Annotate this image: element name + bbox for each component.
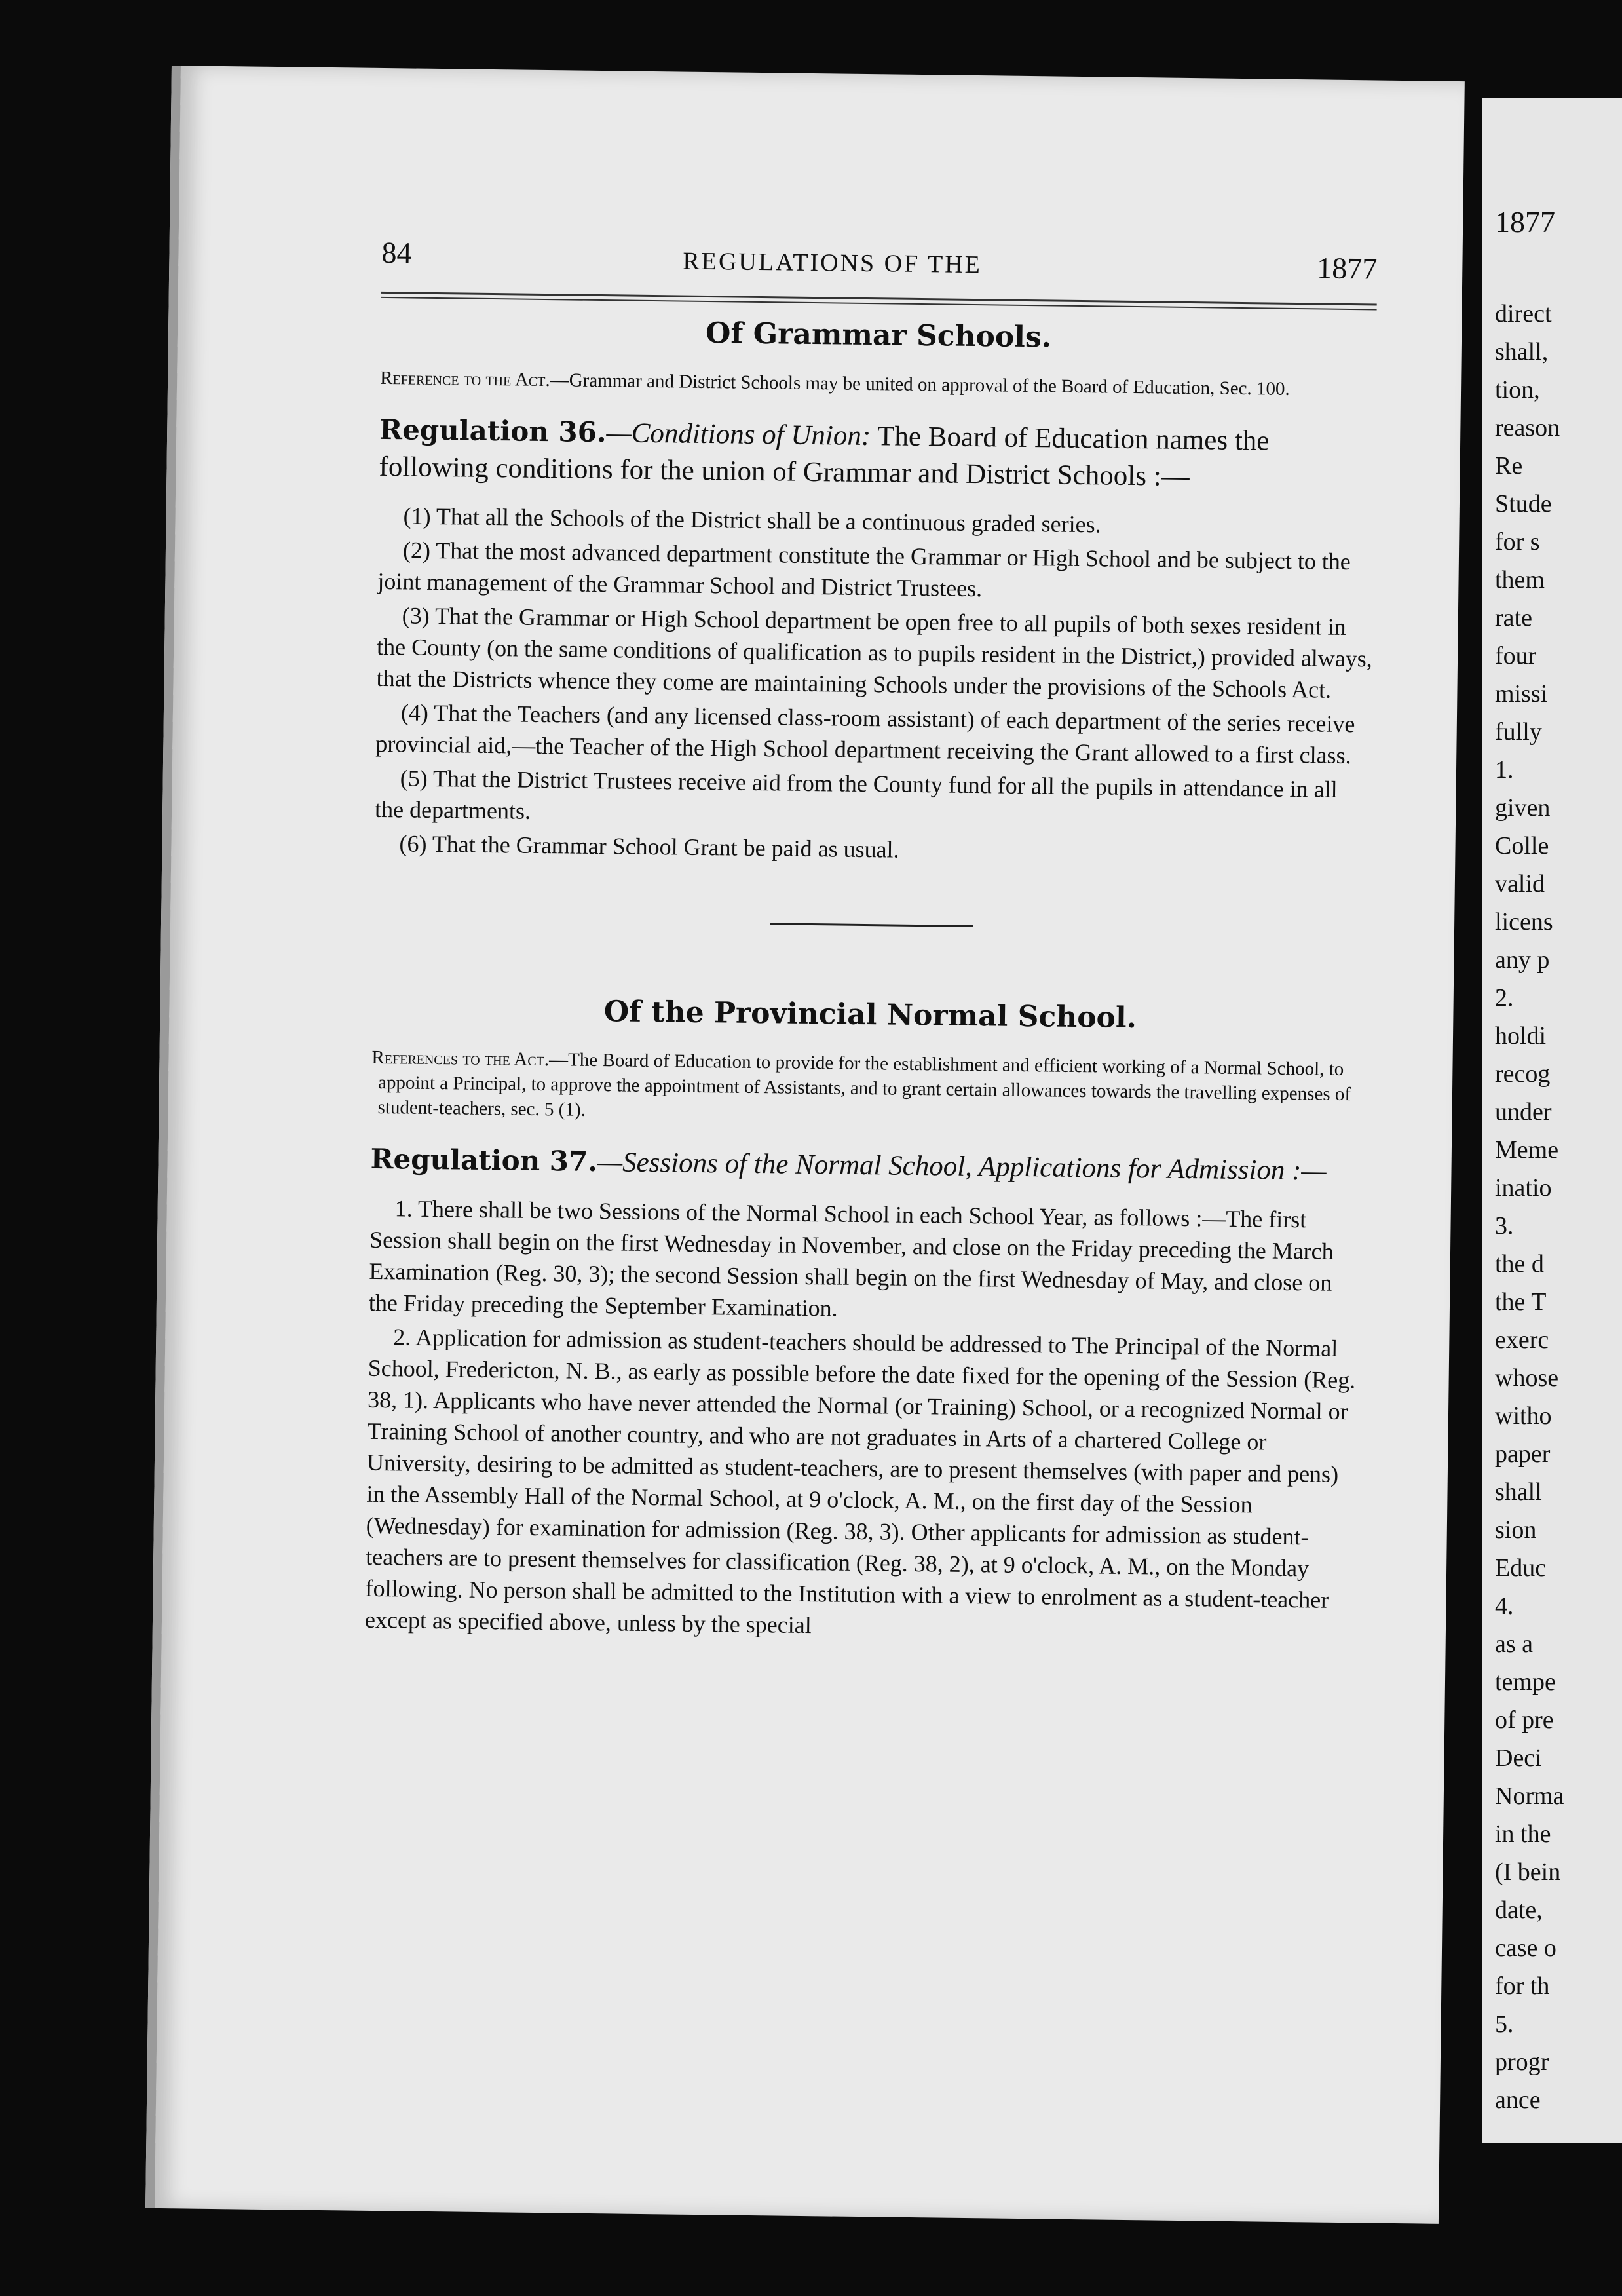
section-title-grammar: Of Grammar Schools.: [705, 316, 1052, 354]
section-title-normal-school: Of the Provincial Normal School.: [603, 995, 1137, 1035]
facing-page-text: [1495, 205, 1564, 2119]
facing-line: shall,: [1495, 338, 1549, 366]
facing-line: recog: [1495, 1060, 1551, 1088]
facing-page-year: 1877: [1495, 205, 1555, 239]
facing-line: given: [1495, 794, 1551, 822]
book-page: [145, 66, 1465, 2224]
facing-line: any p: [1495, 946, 1550, 974]
facing-line: tempe: [1495, 1668, 1556, 1696]
facing-line: whose: [1495, 1364, 1559, 1392]
facing-line: under: [1495, 1098, 1552, 1126]
facing-line: (I bein: [1495, 1858, 1561, 1886]
facing-line: paper: [1495, 1440, 1551, 1468]
facing-line: Norma: [1495, 1782, 1564, 1810]
facing-line: date,: [1495, 1896, 1543, 1924]
facing-line: in the: [1495, 1820, 1551, 1848]
facing-line: 3.: [1495, 1212, 1514, 1240]
running-header: [381, 235, 1378, 300]
regulation-36: [379, 411, 1375, 498]
condition-item: (4) That the Teachers (and any licensed class-room assistant) of each department of the series receive provincial aid,—the Teacher of the High School department receiving the Grant allowed to a first class.: [375, 699, 1355, 769]
facing-line: four: [1495, 642, 1537, 670]
facing-line: as a: [1495, 1630, 1534, 1658]
condition-item: (3) That the Grammar or High School department be open free to all pupils of both sexes resident in the County (on the same conditions of qualification as to pupils resident in the District,) provided always, that the Districts whence they come are maintaining Schools under the provisions of the Schools Act.: [376, 602, 1373, 703]
facing-line: 1.: [1495, 756, 1514, 784]
facing-line: progr: [1495, 2048, 1549, 2076]
section-divider: [770, 923, 973, 927]
regulation-caption: —Sessions of the Normal School, Applications for Admission :—: [597, 1147, 1327, 1187]
facing-line: 2.: [1495, 984, 1514, 1012]
condition-item: (6) That the Grammar School Grant be paid as usual.: [399, 830, 899, 863]
session-item: 1. There shall be two Sessions of the Normal School in each School Year, as follows :—The first Session shall begin on the first Wednesday in November, and close on the Friday preceding the March Examination (Reg. 30, 3); the second Session shall begin on the first Wednesday of May, and close on the Friday preceding the September Examination.: [368, 1195, 1334, 1322]
facing-line: Educ: [1495, 1554, 1547, 1582]
facing-line: inatio: [1495, 1174, 1552, 1202]
facing-line: Meme: [1495, 1136, 1559, 1164]
facing-line: licens: [1495, 908, 1553, 936]
reference-lead: References to the Act.: [371, 1046, 550, 1071]
reference-text: —Grammar and District Schools may be united on approval of the Board of Education, Sec. 100.: [550, 370, 1290, 400]
facing-line: ance: [1495, 2086, 1541, 2114]
facing-line: shall: [1495, 1478, 1542, 1506]
session-item: 2. Application for admission as student-teachers should be addressed to The Principal of the Normal School, Fredericton, N. B., as early as possible before the date fixed for the opening of the Session (Reg. 38, 1). Applicants who have never attended the Normal (or Training) School, or a recognized Normal or Training School of another country, and who are not graduates in Arts of a chartered College or University, desiring to be admitted as student-teachers, are to present themselves (with paper and pens) in the Assembly Hall of the Normal School, at 9 o'clock, A. M., on the first day of the Session (Wednesday) for examination for admission (Reg. 38, 3). Other applicants for admission as student-teachers are to present themselves for classification (Reg. 38, 2), at 9 o'clock, A. M., on the Monday following. No person shall be admitted to the Institution with a view to enrolment as a student-teacher except as specified above, unless by the special: [364, 1324, 1356, 1639]
condition-item: (5) That the District Trustees receive aid from the County fund for all the pupils in attendance in all the departments.: [374, 765, 1338, 824]
facing-line: for s: [1495, 528, 1540, 556]
regulation-37: [370, 1141, 1367, 1191]
facing-line: of pre: [1495, 1706, 1554, 1734]
facing-line: direct: [1495, 300, 1552, 328]
facing-line: Re: [1495, 452, 1523, 480]
facing-line: fully: [1495, 718, 1542, 746]
facing-line: the T: [1495, 1288, 1547, 1316]
page-number: 84: [381, 235, 412, 270]
regulation-label: Regulation 36.: [379, 413, 607, 449]
facing-line: holdi: [1495, 1022, 1547, 1050]
running-title: REGULATIONS OF THE: [683, 247, 983, 279]
regulation-caption: —Conditions of Union:: [606, 417, 871, 452]
facing-line: the d: [1495, 1250, 1544, 1278]
reference-note-grammar: [380, 366, 1376, 403]
header-year: 1877: [1317, 251, 1378, 286]
facing-line: missi: [1495, 680, 1548, 708]
regulation-text: The Board of Education names the following conditions for the union of Grammar and District Schools :—: [379, 421, 1270, 493]
facing-line: sion: [1495, 1516, 1537, 1544]
facing-line: Stude: [1495, 490, 1552, 518]
facing-line: for th: [1495, 1972, 1550, 2000]
condition-item: (2) That the most advanced department constitute the Grammar or High School and be subject to the joint management of the Grammar School and District Trustees.: [377, 537, 1351, 602]
facing-line: witho: [1495, 1402, 1552, 1430]
facing-line: 4.: [1495, 1592, 1514, 1620]
facing-line: tion,: [1495, 376, 1540, 404]
reference-text: —The Board of Education to provide for the establishment and efficient working of a Normal School, to appoint a Principal, to approve the appointment of Assistants, and to grant certain allowances towards the travelling expenses of student-teachers, sec. 5 (1).: [377, 1049, 1351, 1120]
facing-line: valid: [1495, 870, 1545, 898]
facing-line: case o: [1495, 1934, 1556, 1962]
reference-lead: Reference to the Act.: [380, 367, 550, 391]
regulation-label: Regulation 37.: [370, 1142, 598, 1178]
facing-line: them: [1495, 566, 1545, 594]
facing-line: rate: [1495, 604, 1532, 632]
facing-line: exerc: [1495, 1326, 1549, 1354]
facing-page-fragment: [1482, 98, 1622, 2143]
reference-note-normal: [371, 1045, 1367, 1132]
facing-line: Deci: [1495, 1744, 1542, 1772]
page-content: [365, 235, 1378, 1650]
facing-line: 5.: [1495, 2010, 1514, 2038]
condition-item: (1) That all the Schools of the District shall be a continuous graded series.: [403, 503, 1101, 538]
facing-line: Colle: [1495, 832, 1549, 860]
facing-line: reason: [1495, 414, 1560, 442]
